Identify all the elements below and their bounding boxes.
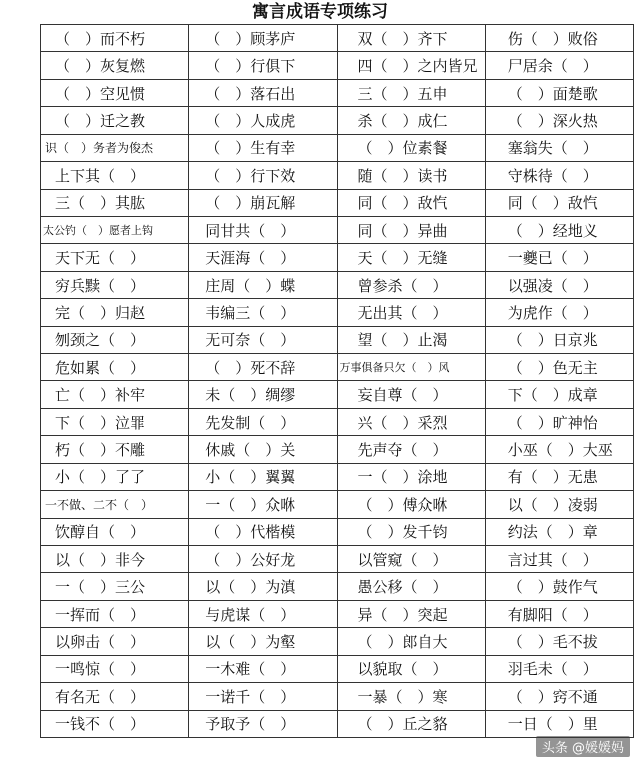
table-row: [41, 162, 634, 189]
source-watermark: 头条 @媛媛妈: [536, 736, 630, 757]
idiom-cell: 天下无（ ）: [41, 244, 189, 271]
idiom-cell: 随（ ）读书: [337, 162, 485, 189]
idiom-cell: 一挥而（ ）: [41, 600, 189, 627]
idiom-cell: （ ）行下效: [189, 162, 337, 189]
idiom-cell: 以（ ）非今: [41, 546, 189, 573]
idiom-cell: （ ）顾茅庐: [189, 25, 337, 52]
idiom-cell: 一（ ）三公: [41, 573, 189, 600]
idiom-cell: 三（ ）五申: [337, 79, 485, 106]
idiom-cell: 同（ ）敌忾: [485, 189, 633, 216]
idiom-cell: （ ）经地义: [485, 216, 633, 243]
idiom-cell: （ ）面楚歌: [485, 79, 633, 106]
idiom-cell: 天涯海（ ）: [189, 244, 337, 271]
table-row: [41, 271, 634, 298]
idiom-cell: 一日（ ）里: [485, 710, 633, 737]
idiom-cell: 无可奈（ ）: [189, 326, 337, 353]
idiom-cell: 异（ ）突起: [337, 600, 485, 627]
idiom-cell: 四（ ）之内皆兄: [337, 52, 485, 79]
idiom-cell: 一暴（ ）寒: [337, 683, 485, 710]
idiom-cell: （ ）发千钧: [337, 518, 485, 545]
idiom-cell: （ ）丘之貉: [337, 710, 485, 737]
idiom-cell: 一（ ）众咻: [189, 491, 337, 518]
idiom-cell: 三（ ）其肱: [41, 189, 189, 216]
idiom-cell: 小巫（ ）大巫: [485, 436, 633, 463]
table-row: [41, 299, 634, 326]
idiom-cell: 塞翁失（ ）: [485, 134, 633, 161]
idiom-cell: 兴（ ）采烈: [337, 408, 485, 435]
idiom-cell: （ ）深火热: [485, 107, 633, 134]
idiom-cell: 愚公移（ ）: [337, 573, 485, 600]
idiom-cell: 天（ ）无缝: [337, 244, 485, 271]
table-row: [41, 216, 634, 243]
idiom-cell: 亡（ ）补牢: [41, 381, 189, 408]
idiom-cell: 太公钓（ ）愿者上钩: [41, 216, 189, 243]
idiom-cell: 庄周（ ）蝶: [189, 271, 337, 298]
table-row: [41, 52, 634, 79]
table-row: [41, 573, 634, 600]
idiom-cell: 休戚（ ）关: [189, 436, 337, 463]
idiom-cell: （ ）窍不通: [485, 683, 633, 710]
idiom-cell: 有脚阳（ ）: [485, 600, 633, 627]
idiom-cell: 以（ ）为壑: [189, 628, 337, 655]
idiom-cell: （ ）色无主: [485, 354, 633, 381]
idiom-cell: 以貌取（ ）: [337, 655, 485, 682]
idiom-cell: 伤（ ）败俗: [485, 25, 633, 52]
idiom-cell: （ ）鼓作气: [485, 573, 633, 600]
idiom-cell: 同（ ）敌忾: [337, 189, 485, 216]
idiom-cell: 穷兵黩（ ）: [41, 271, 189, 298]
idiom-cell: 小（ ）翼翼: [189, 463, 337, 490]
table-row: [41, 710, 634, 737]
idiom-cell: （ ）行俱下: [189, 52, 337, 79]
idiom-cell: （ ）郎自大: [337, 628, 485, 655]
idiom-cell: 有名无（ ）: [41, 683, 189, 710]
idiom-cell: 予取予（ ）: [189, 710, 337, 737]
idiom-practice-table: [40, 24, 634, 738]
idiom-cell: 言过其（ ）: [485, 546, 633, 573]
idiom-cell: 双（ ）齐下: [337, 25, 485, 52]
idiom-cell: （ ）公好龙: [189, 546, 337, 573]
idiom-cell: （ ）空见惯: [41, 79, 189, 106]
table-row: [41, 436, 634, 463]
table-row: [41, 79, 634, 106]
table-row: [41, 134, 634, 161]
idiom-cell: 以（ ）凌弱: [485, 491, 633, 518]
idiom-cell: 一木难（ ）: [189, 655, 337, 682]
idiom-cell: 危如累（ ）: [41, 354, 189, 381]
idiom-cell: （ ）位素餐: [337, 134, 485, 161]
idiom-cell: 曾参杀（ ）: [337, 271, 485, 298]
idiom-cell: 无出其（ ）: [337, 299, 485, 326]
idiom-cell: 刎颈之（ ）: [41, 326, 189, 353]
table-row: [41, 107, 634, 134]
idiom-cell: 朽（ ）不雕: [41, 436, 189, 463]
idiom-cell: 一钱不（ ）: [41, 710, 189, 737]
idiom-cell: 有（ ）无患: [485, 463, 633, 490]
table-row: [41, 491, 634, 518]
idiom-cell: 守株待（ ）: [485, 162, 633, 189]
idiom-cell: 识（ ）务者为俊杰: [41, 134, 189, 161]
idiom-cell: 以（ ）为滇: [189, 573, 337, 600]
idiom-cell: 一（ ）涂地: [337, 463, 485, 490]
idiom-cell: 望（ ）止渴: [337, 326, 485, 353]
idiom-cell: 上下其（ ）: [41, 162, 189, 189]
idiom-cell: 为虎作（ ）: [485, 299, 633, 326]
idiom-cell: （ ）落石出: [189, 79, 337, 106]
idiom-cell: 完（ ）归赵: [41, 299, 189, 326]
idiom-cell: 以管窥（ ）: [337, 546, 485, 573]
table-row: [41, 463, 634, 490]
idiom-cell: （ ）生有幸: [189, 134, 337, 161]
table-row: [41, 683, 634, 710]
idiom-cell: （ ）旷神怡: [485, 408, 633, 435]
idiom-cell: 饮醇自（ ）: [41, 518, 189, 545]
idiom-cell: 一不做、二不（ ）: [41, 491, 189, 518]
table-row: [41, 628, 634, 655]
idiom-cell: 妄自尊（ ）: [337, 381, 485, 408]
table-row: [41, 546, 634, 573]
idiom-cell: 下（ ）成章: [485, 381, 633, 408]
idiom-cell: 先发制（ ）: [189, 408, 337, 435]
idiom-cell: 以卵击（ ）: [41, 628, 189, 655]
idiom-cell: （ ）而不朽: [41, 25, 189, 52]
page-title: 寓言成语专项练习: [252, 2, 388, 22]
idiom-cell: 羽毛未（ ）: [485, 655, 633, 682]
idiom-cell: 下（ ）泣罪: [41, 408, 189, 435]
idiom-cell: （ ）傅众咻: [337, 491, 485, 518]
idiom-cell: 以强凌（ ）: [485, 271, 633, 298]
table-row: [41, 244, 634, 271]
idiom-cell: （ ）代楷模: [189, 518, 337, 545]
idiom-cell: 尸居余（ ）: [485, 52, 633, 79]
idiom-cell: 韦编三（ ）: [189, 299, 337, 326]
idiom-cell: （ ）灰复燃: [41, 52, 189, 79]
idiom-cell: 万事俱备只欠（ ）风: [337, 354, 485, 381]
idiom-cell: 同（ ）异曲: [337, 216, 485, 243]
idiom-cell: （ ）崩瓦解: [189, 189, 337, 216]
idiom-cell: （ ）死不辞: [189, 354, 337, 381]
idiom-cell: 未（ ）绸缪: [189, 381, 337, 408]
idiom-cell: 同甘共（ ）: [189, 216, 337, 243]
table-row: [41, 600, 634, 627]
table-row: [41, 408, 634, 435]
table-row: [41, 326, 634, 353]
idiom-cell: （ ）人成虎: [189, 107, 337, 134]
idiom-cell: 杀（ ）成仁: [337, 107, 485, 134]
table-row: [41, 189, 634, 216]
idiom-cell: 一诺千（ ）: [189, 683, 337, 710]
idiom-cell: 先声夺（ ）: [337, 436, 485, 463]
idiom-cell: 小（ ）了了: [41, 463, 189, 490]
idiom-cell: 一夔已（ ）: [485, 244, 633, 271]
table-row: [41, 25, 634, 52]
idiom-cell: （ ）日京兆: [485, 326, 633, 353]
table-row: [41, 354, 634, 381]
idiom-cell: 与虎谋（ ）: [189, 600, 337, 627]
table-row: [41, 655, 634, 682]
idiom-cell: （ ）迁之教: [41, 107, 189, 134]
idiom-cell: 约法（ ）章: [485, 518, 633, 545]
idiom-cell: （ ）毛不拔: [485, 628, 633, 655]
table-row: [41, 381, 634, 408]
idiom-cell: 一鸣惊（ ）: [41, 655, 189, 682]
table-row: [41, 518, 634, 545]
